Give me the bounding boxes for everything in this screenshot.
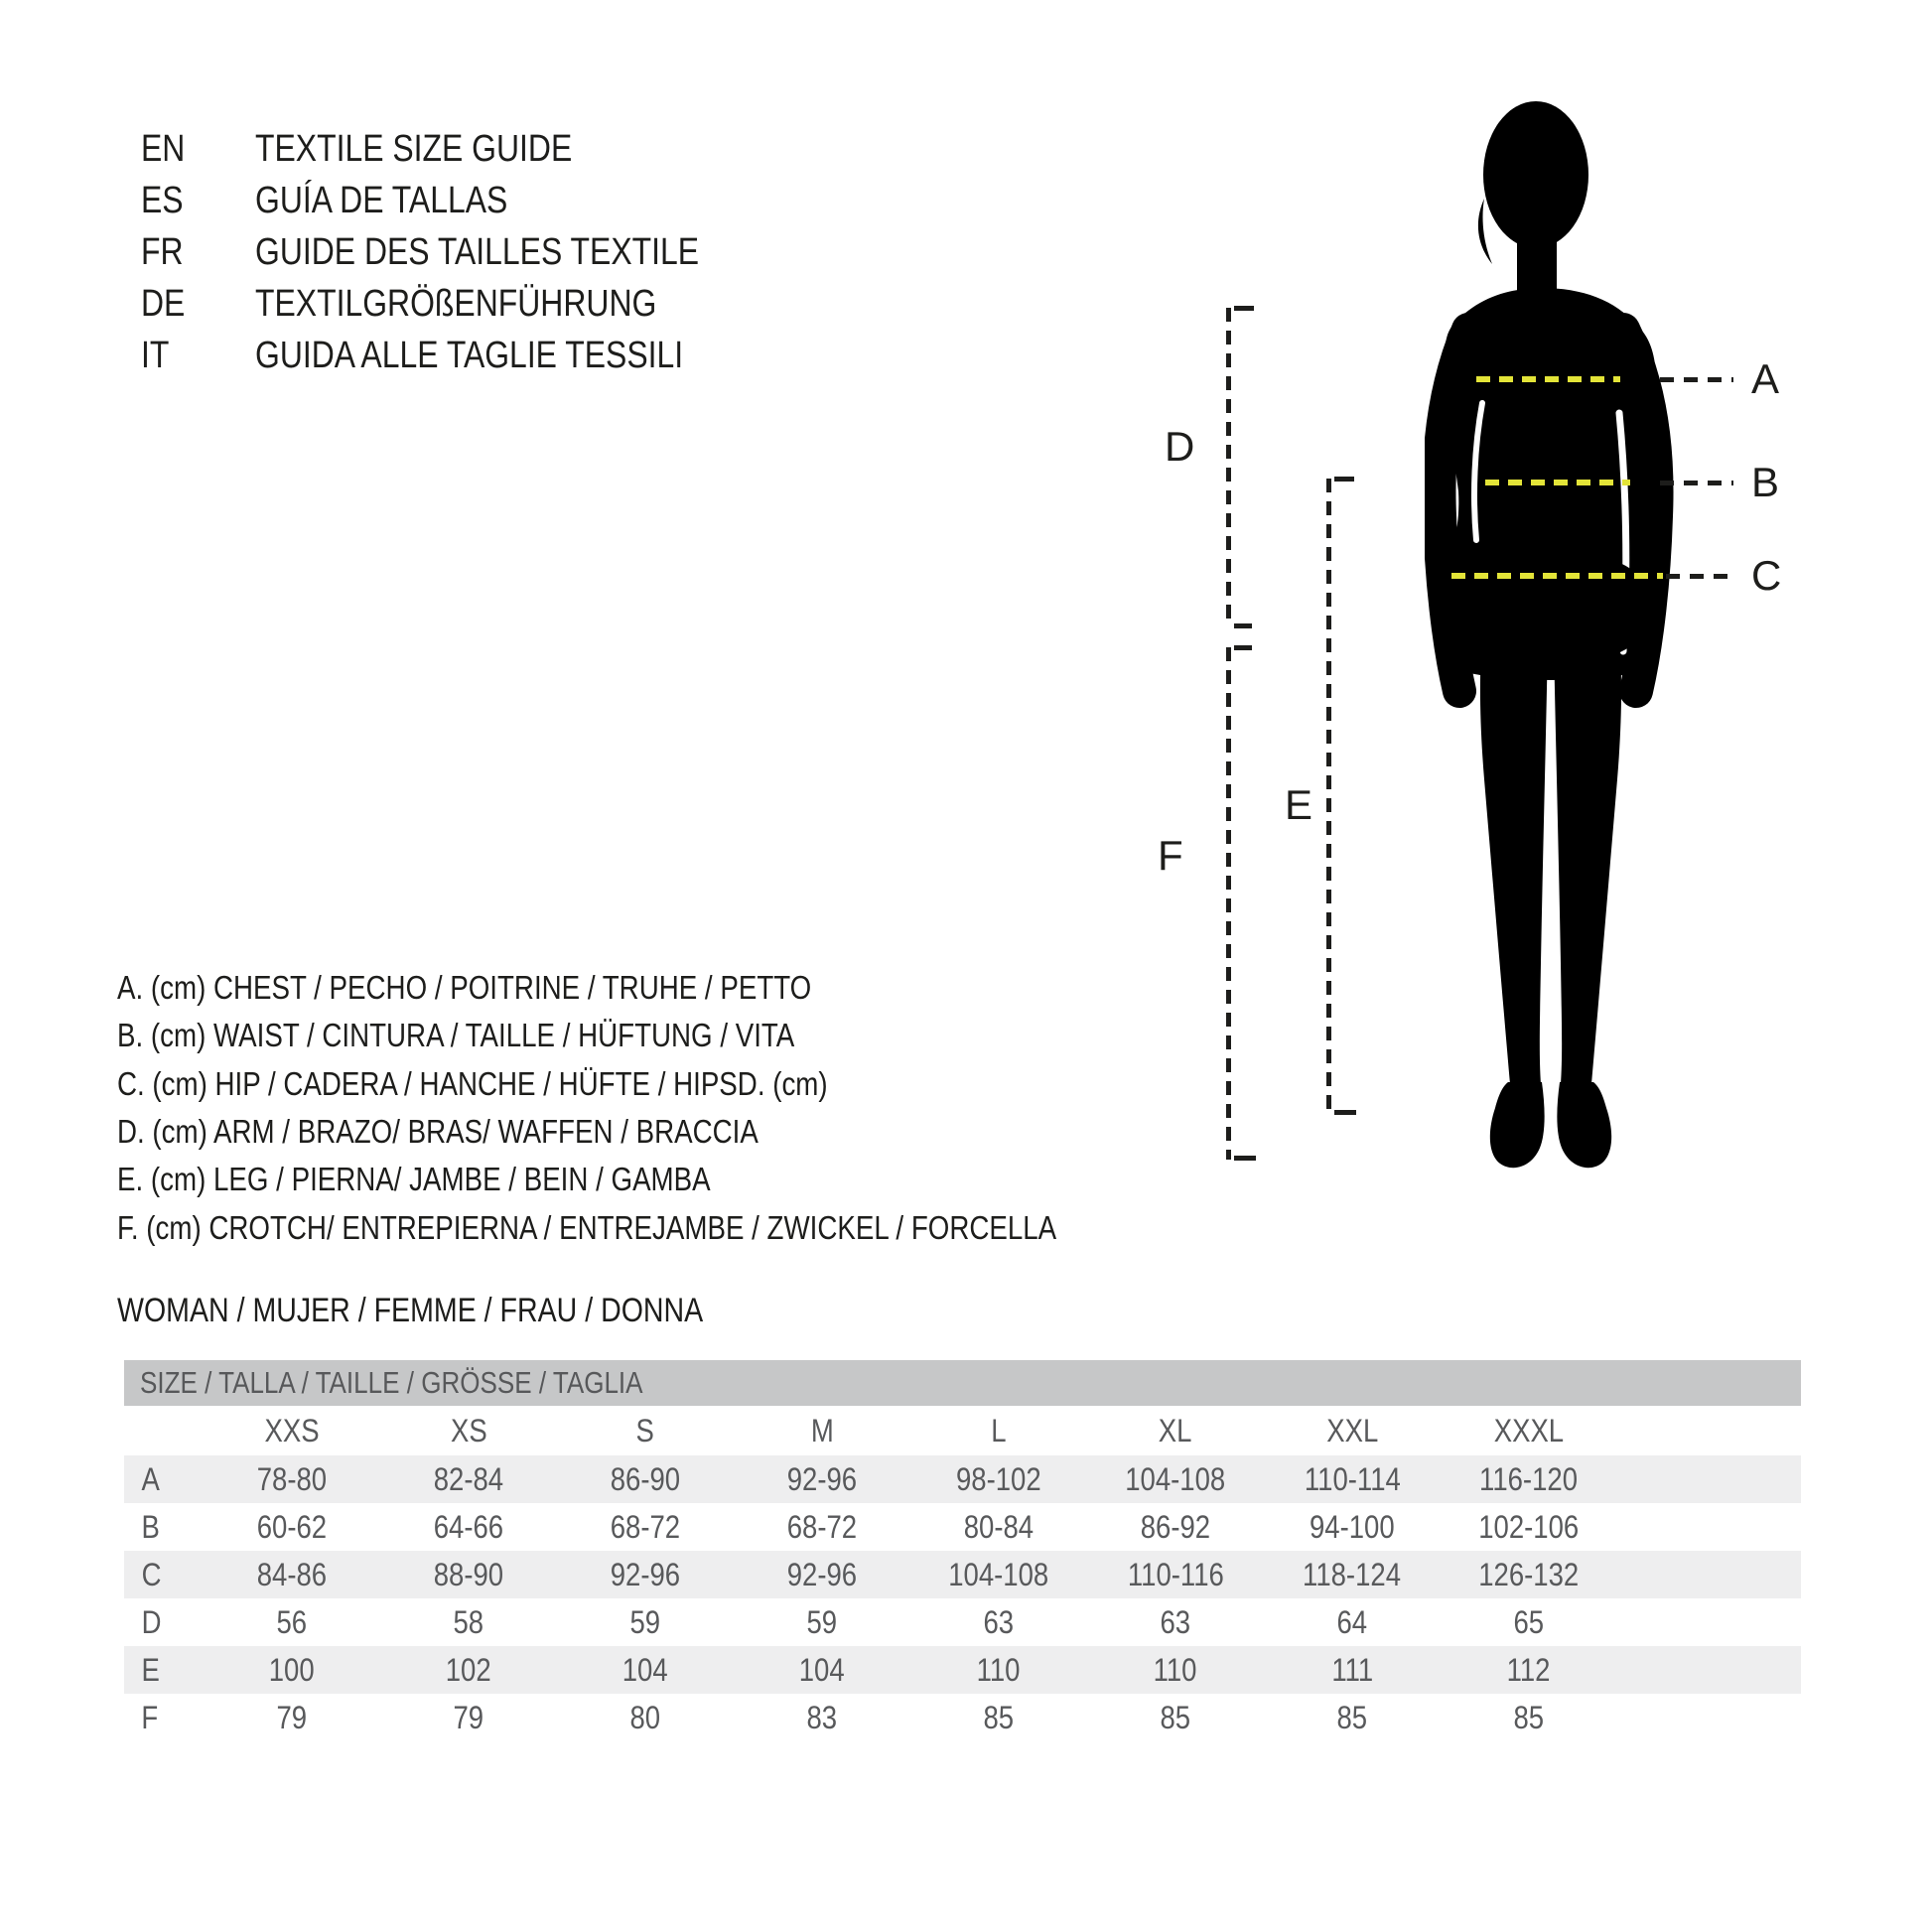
leg-line-top-tick: [1334, 477, 1354, 482]
table-row-waist: [124, 1503, 1801, 1551]
table-cell: 83: [806, 1699, 838, 1735]
table-cell: 111: [1331, 1651, 1373, 1688]
table-cell: 58: [453, 1603, 484, 1640]
table-cell: 56: [276, 1603, 308, 1640]
table-row-chest: [124, 1455, 1801, 1503]
lang-code: IT: [141, 335, 170, 376]
marker-letter-waist: B: [1751, 459, 1780, 505]
guide-title: GUIDA ALLE TAGLIE TESSILI: [255, 335, 684, 376]
table-row-crotch: [124, 1694, 1801, 1741]
marker-letter-crotch: F: [1158, 832, 1183, 879]
crotch-line-bottom-tick: [1234, 1156, 1256, 1161]
legend-line-hip: C. (cm) HIP / CADERA / HANCHE / HÜFTE / HIPSD. (cm): [117, 1065, 828, 1102]
table-cell: 112: [1507, 1651, 1551, 1688]
lang-code: DE: [141, 283, 186, 325]
table-row-arm: [124, 1598, 1801, 1646]
legend-line-crotch: F. (cm) CROTCH/ ENTREPIERNA / ENTREJAMBE / ZWICKEL / FORCELLA: [117, 1209, 1057, 1246]
table-cell: 102: [446, 1651, 491, 1688]
table-cell: 92-96: [786, 1556, 858, 1592]
table-cell: 79: [453, 1699, 484, 1735]
row-label: E: [141, 1651, 160, 1688]
table-cell: 59: [806, 1603, 838, 1640]
hip-measure-line: [1451, 573, 1663, 579]
table-cell: 102-106: [1478, 1508, 1580, 1545]
leg-line-bottom-tick: [1334, 1110, 1356, 1115]
size-col-header: XS: [450, 1412, 487, 1448]
table-cell: 92-96: [786, 1460, 858, 1497]
table-cell: 59: [629, 1603, 661, 1640]
table-cell: 68-72: [786, 1508, 858, 1545]
table-cell: 126-132: [1478, 1556, 1580, 1592]
table-cell: 80: [629, 1699, 661, 1735]
chest-leader-line: [1660, 377, 1733, 382]
size-table: [124, 1360, 1801, 1741]
legend-line-leg: E. (cm) LEG / PIERNA/ JAMBE / BEIN / GAMBA: [117, 1161, 711, 1197]
table-cell: 110-116: [1127, 1556, 1224, 1592]
size-col-header: M: [810, 1412, 834, 1448]
table-row-hip: [124, 1551, 1801, 1598]
waist-measure-line: [1485, 480, 1630, 485]
arm-line-bottom-tick: [1234, 623, 1252, 628]
table-cell: 63: [983, 1603, 1015, 1640]
size-col-header: XXXL: [1493, 1412, 1565, 1448]
table-cell: 60-62: [256, 1508, 328, 1545]
size-col-header: XXL: [1325, 1412, 1379, 1448]
gender-heading: WOMAN / MUJER / FEMME / FRAU / DONNA: [117, 1292, 704, 1329]
table-cell: 85: [983, 1699, 1015, 1735]
crotch-line-top-tick: [1234, 645, 1252, 650]
table-cell: 63: [1160, 1603, 1191, 1640]
table-cell: 85: [1513, 1699, 1545, 1735]
row-label: D: [141, 1603, 162, 1640]
crotch-measure-line: [1226, 647, 1231, 1160]
table-cell: 65: [1513, 1603, 1545, 1640]
leg-measure-line: [1326, 479, 1331, 1112]
guide-title: GUIDE DES TAILLES TEXTILE: [255, 231, 700, 273]
table-cell: 110: [1154, 1651, 1197, 1688]
legend-line-chest: A. (cm) CHEST / PECHO / POITRINE / TRUHE / PETTO: [117, 969, 812, 1006]
lang-code: FR: [141, 231, 184, 273]
table-cell: 85: [1336, 1699, 1368, 1735]
table-cell: 100: [269, 1651, 315, 1688]
table-cell: 116-120: [1479, 1460, 1579, 1497]
row-label: C: [141, 1556, 162, 1592]
legend-line-arm: D. (cm) ARM / BRAZO/ BRAS/ WAFFEN / BRACCIA: [117, 1113, 759, 1150]
size-col-header: XXS: [264, 1412, 320, 1448]
marker-letter-chest: A: [1751, 355, 1780, 402]
table-cell: 68-72: [610, 1508, 681, 1545]
arm-line-top-tick: [1234, 306, 1254, 311]
marker-letter-arm: D: [1165, 423, 1195, 470]
size-table-header-label: SIZE / TALLA / TAILLE / GRÖSSE / TAGLIA: [140, 1365, 643, 1400]
size-table-header-band: [124, 1360, 1801, 1406]
table-cell: 80-84: [963, 1508, 1035, 1545]
table-cell: 104: [622, 1651, 668, 1688]
legend-line-waist: B. (cm) WAIST / CINTURA / TAILLE / HÜFTUNG / VITA: [117, 1017, 795, 1053]
guide-title: TEXTILGRÖßENFÜHRUNG: [255, 283, 657, 325]
table-cell: 79: [276, 1699, 308, 1735]
row-label: B: [141, 1508, 160, 1545]
size-col-header: XL: [1159, 1412, 1192, 1448]
hip-leader-line: [1666, 574, 1733, 579]
table-cell: 84-86: [256, 1556, 328, 1592]
table-cell: 85: [1160, 1699, 1191, 1735]
lang-code: ES: [141, 180, 184, 221]
size-col-header: L: [991, 1412, 1007, 1448]
chest-measure-line: [1476, 376, 1620, 382]
table-cell: 86-92: [1140, 1508, 1211, 1545]
table-cell: 82-84: [433, 1460, 504, 1497]
table-cell: 104-108: [1125, 1460, 1226, 1497]
lang-code: EN: [141, 128, 186, 170]
table-cell: 104: [799, 1651, 845, 1688]
row-label: F: [141, 1699, 159, 1735]
marker-letter-leg: E: [1285, 781, 1313, 828]
size-names-row: [124, 1406, 1801, 1455]
table-row-leg: [124, 1646, 1801, 1694]
table-cell: 78-80: [256, 1460, 328, 1497]
table-cell: 110-114: [1304, 1460, 1401, 1497]
waist-leader-line: [1660, 481, 1733, 485]
table-cell: 88-90: [433, 1556, 504, 1592]
table-cell: 64-66: [433, 1508, 504, 1545]
size-col-header: S: [635, 1412, 655, 1448]
table-cell: 118-124: [1303, 1556, 1402, 1592]
guide-title: TEXTILE SIZE GUIDE: [255, 128, 573, 170]
arm-measure-line: [1226, 308, 1231, 627]
table-cell: 104-108: [948, 1556, 1049, 1592]
table-cell: 92-96: [610, 1556, 681, 1592]
marker-letter-hip: C: [1751, 552, 1782, 599]
table-cell: 98-102: [956, 1460, 1041, 1497]
table-cell: 64: [1336, 1603, 1368, 1640]
table-cell: 110: [977, 1651, 1021, 1688]
table-cell: 94-100: [1310, 1508, 1395, 1545]
woman-silhouette: [1425, 99, 1683, 1172]
table-cell: 86-90: [610, 1460, 681, 1497]
row-label: A: [141, 1460, 160, 1497]
guide-title: GUÍA DE TALLAS: [255, 180, 508, 221]
